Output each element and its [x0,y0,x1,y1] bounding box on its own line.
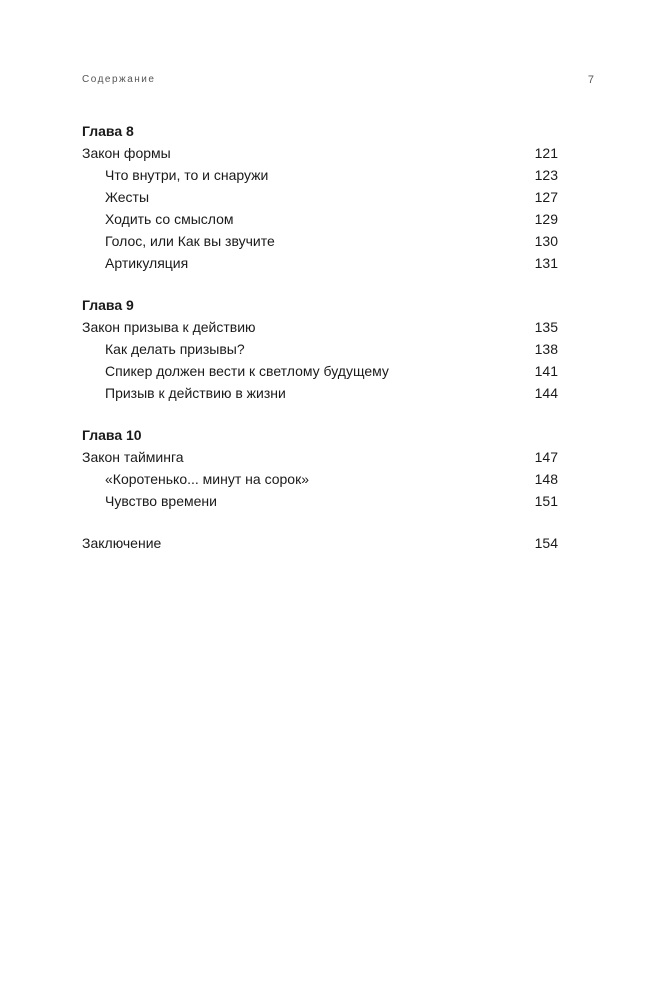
page-header [82,74,594,90]
toc-subentry-page: 148 [534,471,558,487]
toc-subentry-page: 151 [534,493,558,509]
toc-subentry [82,252,558,274]
chapter-heading: Глава 10 [82,427,142,443]
toc-conclusion [82,532,558,554]
running-title: Содержание [82,74,156,85]
toc-subentry-title: Чувство времени [105,493,217,509]
toc-subentry-title: Артикуляция [105,255,189,271]
chapter-heading: Глава 9 [82,297,134,313]
toc-subentry-page: 129 [534,211,558,227]
chapter-9 [82,294,558,404]
toc-subentry [82,468,558,490]
toc-entry [82,446,558,468]
toc-subentry-page: 144 [534,385,558,401]
chapter-8 [82,120,558,274]
toc-conclusion-title: Заключение [82,535,162,551]
toc-subentry-page: 123 [534,167,558,183]
toc-subentry [82,490,558,512]
toc-subentry [82,338,558,360]
chapter-heading: Глава 8 [82,123,134,139]
toc-subentry [82,360,558,382]
toc-entry-page: 121 [534,145,558,161]
toc-entry [82,316,558,338]
toc-subentry-page: 130 [534,233,558,249]
toc-subentry [82,382,558,404]
toc-subentry-page: 131 [534,255,558,271]
toc-subentry-title: «Коротенько... минут на сорок» [105,471,309,487]
table-of-contents [82,120,558,554]
toc-entry-title: Закон призыва к действию [82,319,256,335]
toc-subentry-title: Голос, или Как вы звучите [105,233,275,249]
toc-entry-page: 147 [534,449,558,465]
toc-subentry [82,208,558,230]
toc-subentry-title: Жесты [105,189,150,205]
toc-entry-title: Закон формы [82,145,171,161]
toc-subentry [82,186,558,208]
page-number: 7 [587,74,594,86]
toc-entry-title: Закон тайминга [82,449,184,465]
toc-conclusion-page: 154 [534,535,558,551]
toc-entry [82,142,558,164]
toc-subentry-title: Что внутри, то и снаружи [105,167,269,183]
toc-subentry-title: Как делать призывы? [105,341,245,357]
toc-subentry-page: 138 [534,341,558,357]
toc-subentry-page: 127 [534,189,558,205]
toc-subentry-page: 141 [534,363,558,379]
toc-subentry-title: Призыв к действию в жизни [105,385,286,401]
toc-subentry-title: Спикер должен вести к светлому будущему [105,363,389,379]
toc-subentry [82,230,558,252]
toc-subentry-title: Ходить со смыслом [105,211,234,227]
chapter-10 [82,424,558,512]
toc-subentry [82,164,558,186]
toc-entry-page: 135 [534,319,558,335]
